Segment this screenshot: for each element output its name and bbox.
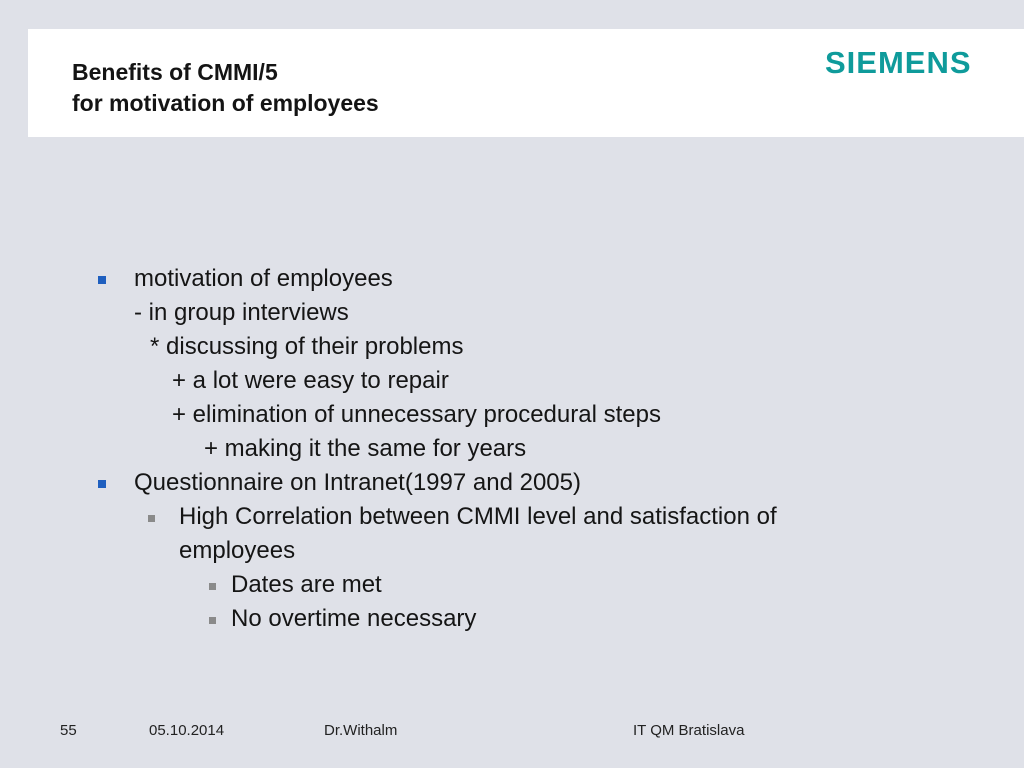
footer-page-number: 55 — [60, 722, 77, 739]
text-line-discussing: * discussing of their problems — [150, 333, 464, 360]
sub-sub-bullet-overtime — [96, 602, 956, 636]
sub-sub-bullet-dates — [96, 568, 956, 602]
sub-bullet-text: High Correlation between CMMI level and satisfaction of — [179, 503, 777, 530]
footer-organization: IT QM Bratislava — [633, 722, 745, 739]
text-line-elimination: + elimination of unnecessary procedural steps — [172, 401, 661, 428]
bullet-text: Questionnaire on Intranet(1997 and 2005) — [134, 469, 581, 496]
sub-sub-bullet-text: No overtime necessary — [231, 605, 477, 632]
square-bullet-icon — [148, 515, 155, 522]
bullet-item-questionnaire — [96, 466, 956, 500]
text-line-group-interviews: - in group interviews — [134, 299, 349, 326]
text-line-same-for-years: + making it the same for years — [204, 435, 527, 462]
sub-sub-bullet-text: Dates are met — [231, 571, 382, 598]
sub-bullet-correlation — [96, 500, 956, 534]
title-line-2: for motivation of employees — [72, 90, 379, 116]
square-bullet-icon — [209, 617, 216, 624]
slide-header — [28, 29, 1024, 137]
square-bullet-icon — [209, 583, 216, 590]
footer-author: Dr.Withalm — [324, 722, 398, 739]
square-bullet-icon — [98, 276, 106, 284]
title-line-1: Benefits of CMMI/5 — [72, 59, 278, 85]
siemens-logo: SIEMENS — [825, 45, 972, 80]
text-line-easy-repair: + a lot were easy to repair — [172, 367, 449, 394]
slide-title — [72, 57, 379, 119]
slide-content — [96, 262, 956, 636]
bullet-text: motivation of employees — [134, 265, 393, 292]
sub-bullet-continuation: employees — [179, 537, 296, 564]
footer-date: 05.10.2014 — [149, 722, 225, 739]
square-bullet-icon — [98, 480, 106, 488]
bullet-item-motivation — [96, 262, 956, 296]
